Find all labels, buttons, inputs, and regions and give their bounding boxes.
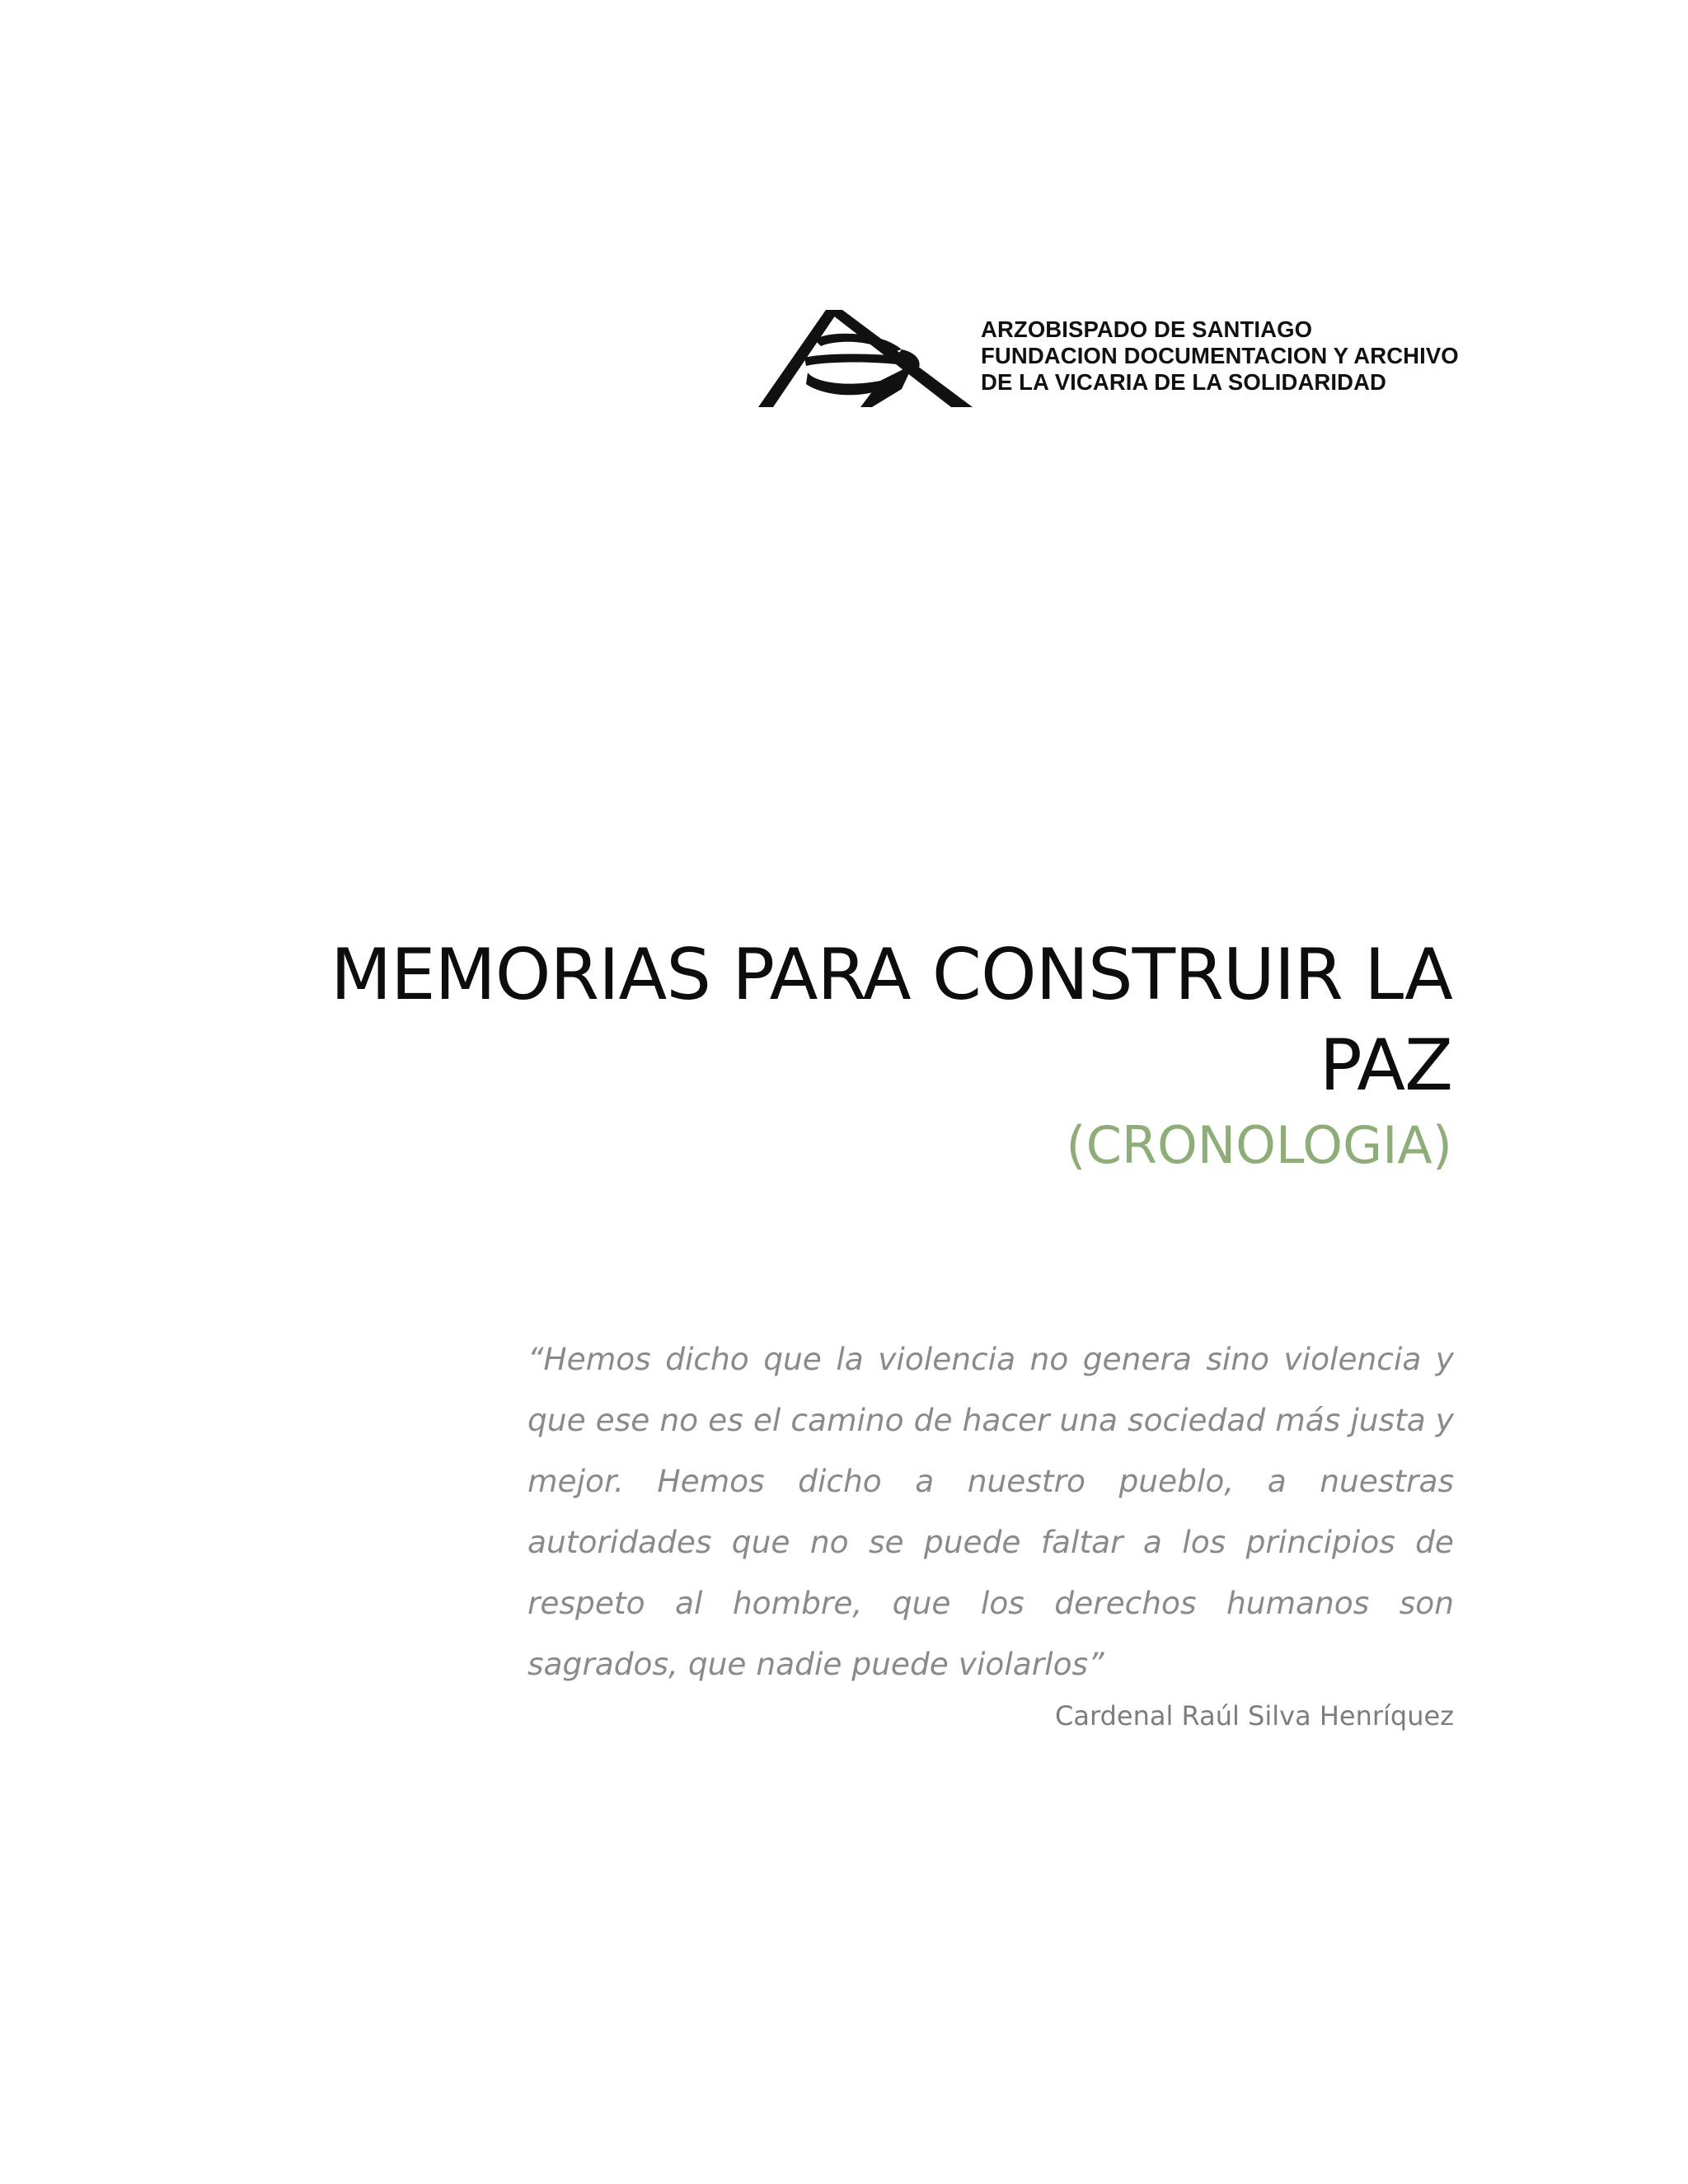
header bbox=[757, 307, 1457, 414]
document-title-line-2: PAZ bbox=[1319, 1024, 1452, 1107]
epigraph-quote: “Hemos dicho que la violencia no genera sino violencia y que ese no es el camino de hacer una sociedad más justa y mejor. Hemos dicho a nuestro pueblo, a nuestras autoridades que no se puede faltar a los principios de respeto al hombre, que los derechos humanos son sagrados, que nadie puede violarlos” bbox=[528, 1341, 1454, 1682]
title-block bbox=[216, 930, 1452, 1180]
document-subtitle: (CRONOLOGIA) bbox=[1066, 1115, 1452, 1175]
vicaria-solidaridad-logo-icon bbox=[757, 307, 976, 410]
org-line-3: DE LA VICARIA DE LA SOLIDARIDAD bbox=[981, 369, 1386, 395]
organization-name bbox=[981, 316, 1475, 396]
quote-attribution: Cardenal Raúl Silva Henríquez bbox=[1055, 1700, 1454, 1732]
document-title-line-1: MEMORIAS PARA CONSTRUIR LA bbox=[330, 934, 1452, 1016]
org-line-1: ARZOBISPADO DE SANTIAGO bbox=[981, 316, 1313, 342]
org-line-2: FUNDACION DOCUMENTACION Y ARCHIVO bbox=[981, 343, 1459, 368]
